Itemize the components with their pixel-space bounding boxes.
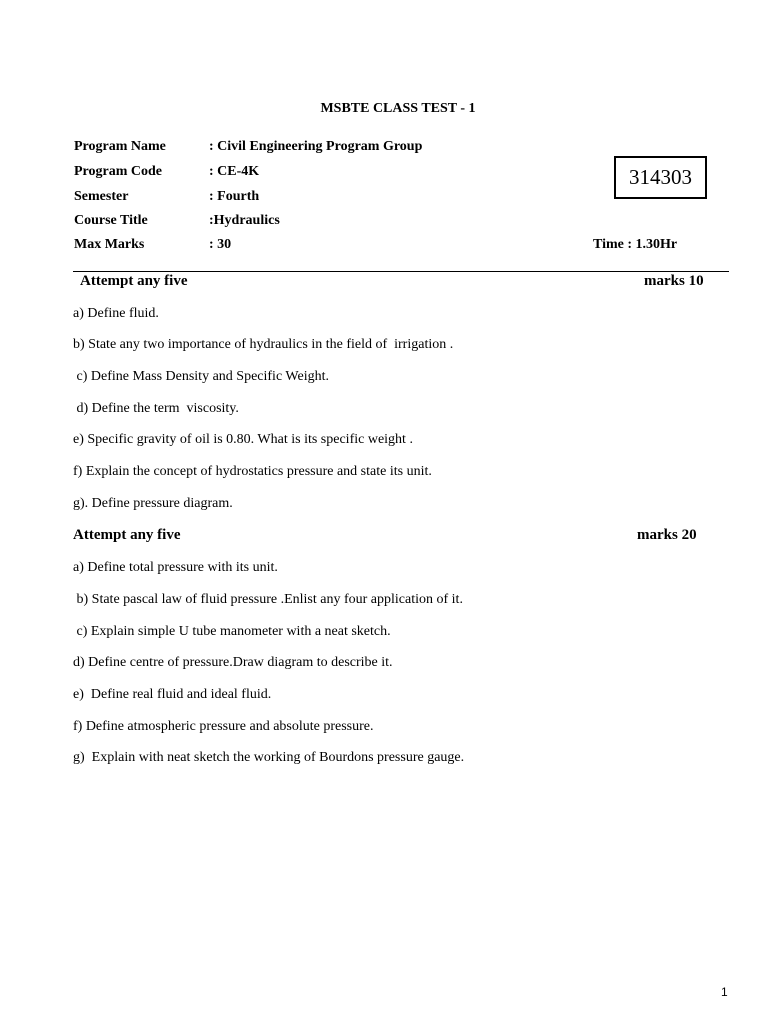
info-value: :Hydraulics bbox=[209, 213, 280, 228]
exam-time: Time : 1.30Hr bbox=[593, 237, 678, 252]
section-marks: marks 10 bbox=[644, 273, 704, 289]
section-heading: Attempt any five bbox=[73, 527, 181, 543]
info-label: Course Title bbox=[74, 213, 148, 228]
question-item: e) Specific gravity of oil is 0.80. What is its specific weight . bbox=[73, 432, 413, 447]
question-item: f) Define atmospheric pressure and absolute pressure. bbox=[73, 719, 374, 734]
question-item: d) Define the term viscosity. bbox=[73, 401, 239, 416]
question-item: b) State any two importance of hydraulics in the field of irrigation . bbox=[73, 337, 454, 352]
question-item: a) Define total pressure with its unit. bbox=[73, 560, 278, 575]
question-item: c) Explain simple U tube manometer with a neat sketch. bbox=[73, 624, 391, 639]
section-marks: marks 20 bbox=[637, 527, 697, 543]
info-label: Program Code bbox=[74, 164, 162, 179]
info-label: Max Marks bbox=[74, 237, 145, 252]
course-code-box: 314303 bbox=[614, 156, 707, 199]
page-title: MSBTE CLASS TEST - 1 bbox=[320, 101, 476, 116]
info-value: : Civil Engineering Program Group bbox=[209, 139, 423, 154]
question-item: b) State pascal law of fluid pressure .Enlist any four application of it. bbox=[73, 592, 463, 607]
header-divider bbox=[73, 271, 729, 272]
question-item: g). Define pressure diagram. bbox=[73, 496, 233, 511]
info-label: Program Name bbox=[74, 139, 166, 154]
info-value: : 30 bbox=[209, 237, 232, 252]
info-label: Semester bbox=[74, 189, 129, 204]
question-item: e) Define real fluid and ideal fluid. bbox=[73, 687, 272, 702]
question-item: c) Define Mass Density and Specific Weight. bbox=[73, 369, 329, 384]
question-item: f) Explain the concept of hydrostatics pressure and state its unit. bbox=[73, 464, 432, 479]
section-heading: Attempt any five bbox=[80, 273, 188, 289]
question-item: g) Explain with neat sketch the working of Bourdons pressure gauge. bbox=[73, 750, 465, 765]
info-value: : Fourth bbox=[209, 189, 260, 204]
page-number: 1 bbox=[721, 985, 728, 999]
info-value: : CE-4K bbox=[209, 164, 260, 179]
question-item: a) Define fluid. bbox=[73, 306, 159, 321]
question-item: d) Define centre of pressure.Draw diagram to describe it. bbox=[73, 655, 393, 670]
